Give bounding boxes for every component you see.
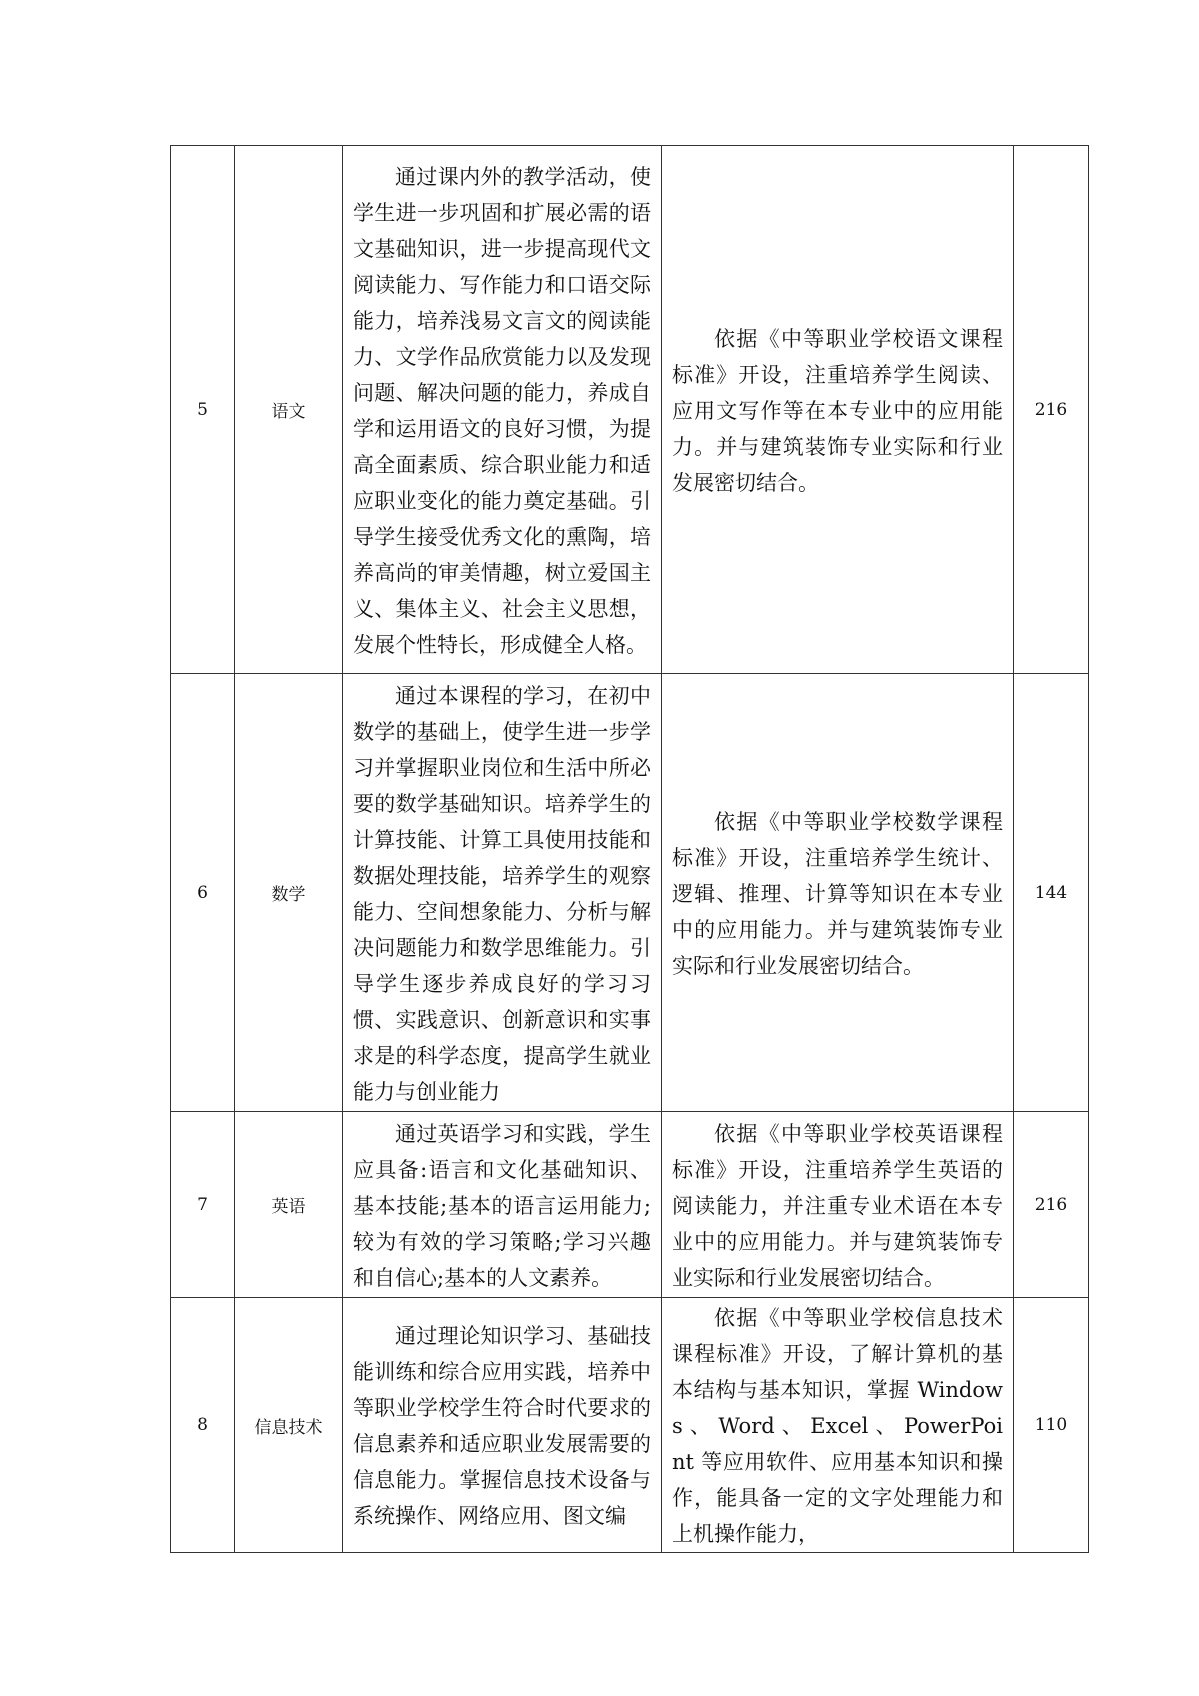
course-goal-cell — [343, 1112, 662, 1298]
course-hours: 216 — [1014, 1112, 1089, 1298]
course-name: 英语 — [235, 1112, 343, 1298]
table-row — [171, 674, 1089, 1112]
table-row — [171, 1298, 1089, 1553]
course-goal-cell — [343, 146, 662, 674]
row-number: 7 — [171, 1112, 235, 1298]
course-hours: 216 — [1014, 146, 1089, 674]
course-requirement-cell — [662, 146, 1014, 674]
table-row — [171, 1112, 1089, 1298]
course-hours: 110 — [1014, 1298, 1089, 1553]
course-name: 信息技术 — [235, 1298, 343, 1553]
course-goal-text: 通过英语学习和实践，学生应具备:语言和文化基础知识、基本技能;基本的语言运用能力;较为有效的学习策略;学习兴趣和自信心;基本的人文素养。 — [353, 1121, 651, 1290]
course-requirement-cell — [662, 1112, 1014, 1298]
course-goal-cell — [343, 1298, 662, 1553]
row-number: 6 — [171, 674, 235, 1112]
course-goal-text: 通过课内外的教学活动，使学生进一步巩固和扩展必需的语文基础知识，进一步提高现代文阅读能力、写作能力和口语交际能力，培养浅易文言文的阅读能力、文学作品欣赏能力以及发现问题、解决问题的能力，养成自学和运用语文的良好习惯，为提高全面素质、综合职业能力和适应职业变化的能力奠定基础。引导学生接受优秀文化的熏陶，培养高尚的审美情趣，树立爱国主义、集体主义、社会主义思想，发展个性特长，形成健全人格。 — [353, 164, 651, 657]
course-goal-text: 通过理论知识学习、基础技能训练和综合应用实践，培养中等职业学校学生符合时代要求的信息素养和适应职业发展需要的信息能力。掌握信息技术设备与系统操作、网络应用、图文编 — [353, 1324, 651, 1528]
course-table — [170, 145, 1089, 1553]
course-requirement-cell — [662, 674, 1014, 1112]
table-row — [171, 146, 1089, 674]
row-number: 8 — [171, 1298, 235, 1553]
course-requirement-text: 依据《中等职业学校语文课程标准》开设，注重培养学生阅读、应用文写作等在本专业中的应用能力。并与建筑装饰专业实际和行业发展密切结合。 — [672, 326, 1003, 495]
course-goal-cell — [343, 674, 662, 1112]
row-number: 5 — [171, 146, 235, 674]
course-name: 语文 — [235, 146, 343, 674]
course-requirement-text: 依据《中等职业学校数学课程标准》开设，注重培养学生统计、逻辑、推理、计算等知识在本专业中的应用能力。并与建筑装饰专业实际和行业发展密切结合。 — [672, 809, 1003, 978]
course-requirement-text: 依据《中等职业学校信息技术课程标准》开设，了解计算机的基本结构与基本知识，掌握 Windows 、 Word 、 Excel 、 PowerPoint 等应用软件、应用基本知识和操作，能具备一定的文字处理能力和上机操作能力， — [672, 1306, 1003, 1546]
course-requirement-cell — [662, 1298, 1014, 1553]
course-hours: 144 — [1014, 674, 1089, 1112]
course-goal-text: 通过本课程的学习，在初中数学的基础上，使学生进一步学习并掌握职业岗位和生活中所必要的数学基础知识。培养学生的计算技能、计算工具使用技能和数据处理技能，培养学生的观察能力、空间想象能力、分析与解决问题能力和数学思维能力。引导学生逐步养成良好的学习习惯、实践意识、创新意识和实事求是的科学态度，提高学生就业能力与创业能力 — [353, 683, 651, 1104]
course-requirement-text: 依据《中等职业学校英语课程标准》开设，注重培养学生英语的阅读能力，并注重专业术语在本专业中的应用能力。并与建筑装饰专业实际和行业发展密切结合。 — [672, 1121, 1003, 1290]
course-name: 数学 — [235, 674, 343, 1112]
